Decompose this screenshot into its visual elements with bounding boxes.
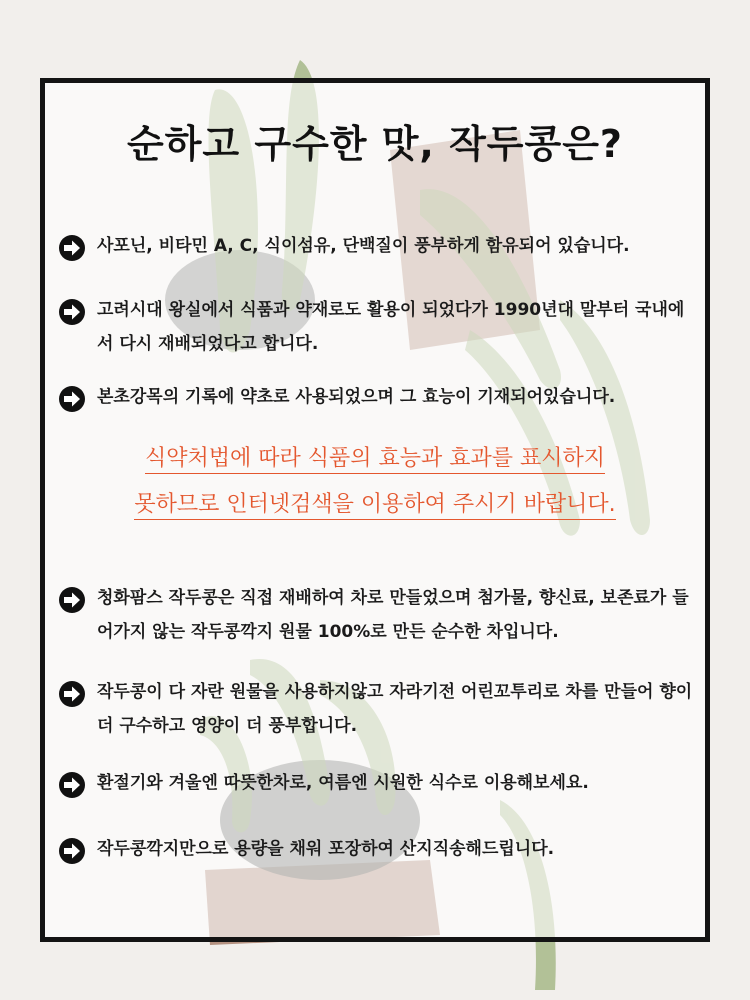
list-item xyxy=(57,581,697,649)
page-title: 순하고 구수한 맛, 작두콩은? xyxy=(127,122,623,166)
item-text: 청화팜스 작두콩은 직접 재배하여 차로 만들었으며 첨가물, 향신료, 보존료가 들어가지 않는 작두콩깍지 원물 100%로 만든 순수한 차입니다. xyxy=(97,588,689,642)
content-panel xyxy=(40,78,710,942)
list-item xyxy=(57,229,697,263)
notice-text-1: 식약처법에 따라 식품의 효능과 효과를 표시하지 xyxy=(145,446,605,474)
notice-line-1 xyxy=(45,441,705,472)
list-item xyxy=(57,675,697,743)
item-text: 고려시대 왕실에서 식품과 약재로도 활용이 되었다가 1990년대 말부터 국내에서 다시 재배되었다고 합니다. xyxy=(97,300,685,354)
item-text: 환절기와 겨울엔 따뜻한차로, 여름엔 시원한 식수로 이용해보세요. xyxy=(97,773,589,793)
list-item xyxy=(57,832,697,866)
right-arrow-circle-icon xyxy=(57,233,87,263)
list-item xyxy=(57,766,697,800)
notice-line-2 xyxy=(45,487,705,518)
right-arrow-circle-icon xyxy=(57,384,87,414)
right-arrow-circle-icon xyxy=(57,836,87,866)
right-arrow-circle-icon xyxy=(57,297,87,327)
right-arrow-circle-icon xyxy=(57,679,87,709)
item-text: 본초강목의 기록에 약초로 사용되었으며 그 효능이 기재되어있습니다. xyxy=(97,387,616,407)
right-arrow-circle-icon xyxy=(57,585,87,615)
item-text: 작두콩이 다 자란 원물을 사용하지않고 자라기전 어린꼬투리로 차를 만들어 향이 더 구수하고 영양이 더 풍부합니다. xyxy=(97,682,693,736)
list-item xyxy=(57,380,697,414)
right-arrow-circle-icon xyxy=(57,770,87,800)
notice-text-2: 못하므로 인터넷검색을 이용하여 주시기 바랍니다. xyxy=(134,492,615,520)
item-text: 작두콩깍지만으로 용량을 채워 포장하여 산지직송해드립니다. xyxy=(97,839,555,859)
list-item xyxy=(57,293,697,361)
item-text: 사포닌, 비타민 A, C, 식이섬유, 단백질이 풍부하게 함유되어 있습니다. xyxy=(97,236,630,256)
